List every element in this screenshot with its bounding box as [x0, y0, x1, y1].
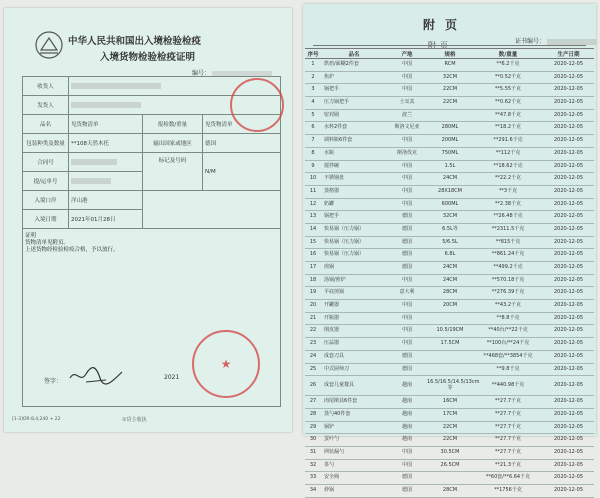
- form-code: [1-3]OR-8,4,240 + 22: [12, 417, 61, 422]
- table-row: [305, 274, 594, 287]
- cell-origin: 中国: [387, 198, 427, 211]
- table-row: [305, 262, 594, 275]
- remarks-line-1: 货物清单见附页。: [25, 240, 70, 246]
- cell-index: 23: [305, 338, 321, 351]
- cell-spec: 24CM: [427, 262, 473, 275]
- cell-quantity: **27.7千克: [473, 421, 543, 434]
- cell-origin: 越南: [387, 376, 427, 396]
- quantity-label: 报检数/重量: [143, 115, 203, 134]
- cell-origin: 斯洛伐克: [387, 147, 427, 160]
- cell-name: 开罐器: [321, 300, 387, 313]
- table-row: [305, 185, 594, 198]
- cell-spec: 16CM: [427, 396, 473, 409]
- cell-name: 煎锅: [321, 262, 387, 275]
- origin-label: 输出国家或地区: [143, 134, 203, 153]
- cell-index: 33: [305, 472, 321, 485]
- cell-spec: 22CM: [427, 421, 473, 434]
- cell-quantity: **499.2千克: [473, 262, 543, 275]
- cell-name: 开瓶器: [321, 312, 387, 325]
- table-row: [305, 223, 594, 236]
- cell-name: 蛋叶勺: [321, 434, 387, 447]
- cell-name: 水杯2件套: [321, 122, 387, 135]
- cell-quantity: **815千克: [473, 236, 543, 249]
- cell-date: 2020-12-05: [543, 135, 594, 148]
- col-date: 生产日期: [543, 49, 594, 59]
- cell-spec: 32CM: [427, 211, 473, 224]
- cell-index: 10: [305, 173, 321, 186]
- cell-index: 8: [305, 147, 321, 160]
- col-quantity: 数/重量: [473, 49, 543, 59]
- cell-spec: 10.5/19CM: [427, 325, 473, 338]
- table-row: [305, 376, 594, 396]
- col-name: 品名: [321, 49, 387, 59]
- table-row: [23, 153, 281, 172]
- table-row: [305, 446, 594, 459]
- cell-index: 29: [305, 421, 321, 434]
- cell-name: 锅把手: [321, 84, 387, 97]
- cell-quantity: **2311.5千克: [473, 223, 543, 236]
- mark-label: 标记及号码: [143, 153, 203, 191]
- cell-spec: 24CM: [427, 274, 473, 287]
- cell-date: 2020-12-05: [543, 236, 594, 249]
- cell-origin: 德国: [387, 223, 427, 236]
- col-spec: 规格: [427, 49, 473, 59]
- cell-index: 12: [305, 198, 321, 211]
- certificate-authority-title: 中华人民共和国出入境检验检疫: [68, 36, 202, 47]
- cell-name: 成套儿童餐具: [321, 376, 387, 396]
- cell-name: 平底煎锅: [321, 287, 387, 300]
- cell-quantity: **861.24千克: [473, 249, 543, 262]
- consignee-label: 收货人: [23, 77, 69, 96]
- cell-spec: 28CM: [427, 485, 473, 498]
- table-row: [305, 485, 594, 498]
- cell-date: 2020-12-05: [543, 223, 594, 236]
- cell-spec: [427, 472, 473, 485]
- cell-quantity: **6.2千克: [473, 59, 543, 72]
- cell-quantity: **440.98千克: [473, 376, 543, 396]
- table-row: [305, 147, 594, 160]
- cell-spec: 6.5L等: [427, 223, 473, 236]
- cell-date: 2020-12-05: [543, 71, 594, 84]
- cell-origin: 德国: [387, 236, 427, 249]
- cell-date: 2020-12-05: [543, 434, 594, 447]
- ciq-emblem-icon: [34, 30, 64, 60]
- cell-quantity: **1756千克: [473, 485, 543, 498]
- mark-value: N/M: [203, 153, 281, 191]
- cell-date: 2020-12-05: [543, 408, 594, 421]
- table-row: [23, 134, 281, 153]
- cell-origin: 中国: [387, 135, 427, 148]
- table-row: [305, 287, 594, 300]
- official-seal-bottom: [192, 330, 260, 398]
- cell-name: 焦炉: [321, 71, 387, 84]
- cell-spec: 6.8L: [427, 249, 473, 262]
- redacted-number: [547, 39, 597, 45]
- cell-quantity: **21.3千克: [473, 459, 543, 472]
- official-seal-top: [230, 78, 284, 132]
- cell-name: 汤锅/煎炉: [321, 274, 387, 287]
- cell-date: 2020-12-05: [543, 173, 594, 186]
- cell-origin: 中国: [387, 59, 427, 72]
- cell-origin: 中国: [387, 446, 427, 459]
- cell-quantity: **27.7千克: [473, 434, 543, 447]
- cell-date: 2020-12-05: [543, 59, 594, 72]
- consignor-label: 发货人: [23, 96, 69, 115]
- cell-index: 31: [305, 446, 321, 459]
- cell-date: 2020-12-05: [543, 350, 594, 363]
- certificate-number: 编号：: [192, 68, 272, 77]
- cell-index: 1: [305, 59, 321, 72]
- cell-name: 烘焙/面糊2件套: [321, 59, 387, 72]
- cell-date: 2020-12-05: [543, 338, 594, 351]
- cell-date: 2020-12-05: [543, 446, 594, 459]
- cell-index: 34: [305, 485, 321, 498]
- cell-quantity: **40台/**22千克: [473, 325, 543, 338]
- cell-date: 2020-12-05: [543, 211, 594, 224]
- cell-index: 14: [305, 223, 321, 236]
- cell-quantity: **47.8千克: [473, 109, 543, 122]
- copy-note: ①货主收执: [122, 417, 147, 423]
- col-origin: 产地: [387, 49, 427, 59]
- cell-origin: 中国: [387, 325, 427, 338]
- table-header-row: [305, 49, 594, 59]
- cell-date: 2020-12-05: [543, 84, 594, 97]
- cell-origin: 中国: [387, 312, 427, 325]
- cell-origin: 中国: [387, 160, 427, 173]
- table-row: [305, 198, 594, 211]
- goods-name-value: 见货物清单: [69, 115, 143, 134]
- cell-name: 不锈钢盘: [321, 173, 387, 186]
- table-row: [305, 312, 594, 325]
- cell-spec: 22CM: [427, 84, 473, 97]
- cell-origin: 德国: [387, 485, 427, 498]
- cell-spec: [427, 109, 473, 122]
- cell-name: 锅把手: [321, 211, 387, 224]
- appendix-title: 附页: [423, 18, 468, 32]
- inspection-certificate: [4, 8, 292, 432]
- cell-origin: 中国: [387, 338, 427, 351]
- cell-name: 压力锅把手: [321, 97, 387, 110]
- table-row: [305, 350, 594, 363]
- cell-index: 30: [305, 434, 321, 447]
- goods-name-label: 品名: [23, 115, 69, 134]
- cell-index: 32: [305, 459, 321, 472]
- table-row: [23, 191, 281, 210]
- cell-name: 炒锅: [321, 485, 387, 498]
- cell-quantity: **26.48千克: [473, 211, 543, 224]
- cell-name: 调料瓶6件套: [321, 135, 387, 148]
- remarks-line-2: 上述货物经检验检疫合格，予以放行。: [25, 247, 119, 253]
- cell-date: 2020-12-05: [543, 300, 594, 313]
- cell-origin: 中国: [387, 185, 427, 198]
- cell-index: 7: [305, 135, 321, 148]
- cell-name: 快易锅（压力锅）: [321, 249, 387, 262]
- entry-port-value: 洋山港: [69, 191, 143, 210]
- table-row: [305, 421, 594, 434]
- cell-index: 20: [305, 300, 321, 313]
- cell-name: 奶罐: [321, 198, 387, 211]
- cell-date: 2020-12-05: [543, 185, 594, 198]
- certificate-title: 入境货物检验检疫证明: [100, 52, 196, 63]
- cell-date: 2020-12-05: [543, 421, 594, 434]
- cell-quantity: **27.7千克: [473, 396, 543, 409]
- cell-quantity: **27.7千克: [473, 408, 543, 421]
- table-row: [305, 363, 594, 376]
- cell-spec: 1.5L: [427, 160, 473, 173]
- cell-name: 中式厨师刀: [321, 363, 387, 376]
- cell-date: 2020-12-05: [543, 109, 594, 122]
- cell-spec: RCM: [427, 59, 473, 72]
- cell-origin: 中国: [387, 300, 427, 313]
- cell-index: 2: [305, 71, 321, 84]
- cell-index: 28: [305, 408, 321, 421]
- cell-name: 网状漏勺: [321, 446, 387, 459]
- cell-spec: 17CM: [427, 408, 473, 421]
- cell-origin: 斯洛文尼亚: [387, 122, 427, 135]
- cell-index: 9: [305, 160, 321, 173]
- cell-index: 25: [305, 363, 321, 376]
- table-row: [305, 396, 594, 409]
- table-row: [305, 97, 594, 110]
- handwritten-signature: [66, 362, 126, 388]
- table-row: [305, 59, 594, 72]
- goods-list-table: [305, 48, 594, 498]
- cell-spec: 200ML: [427, 135, 473, 148]
- table-row: [305, 249, 594, 262]
- cell-index: 5: [305, 109, 321, 122]
- cell-spec: 28CM: [427, 287, 473, 300]
- table-row: [305, 135, 594, 148]
- cell-spec: 17.5CM: [427, 338, 473, 351]
- cell-spec: 22CM: [427, 97, 473, 110]
- cell-date: 2020-12-05: [543, 472, 594, 485]
- cell-quantity: **27.7千克: [473, 446, 543, 459]
- empty-cell: [143, 191, 281, 229]
- cell-date: 2020-12-05: [543, 97, 594, 110]
- cell-spec: 20CM: [427, 300, 473, 313]
- table-row: [305, 84, 594, 97]
- cell-spec: 26.5CM: [427, 459, 473, 472]
- appendix-subtitle: 附页: [428, 41, 452, 50]
- cell-origin: 中国: [387, 71, 427, 84]
- cell-date: 2020-12-05: [543, 160, 594, 173]
- cell-spec: 280ML: [427, 122, 473, 135]
- package-value: **108天然木托: [69, 134, 143, 153]
- table-row: [305, 338, 594, 351]
- cell-date: 2020-12-05: [543, 459, 594, 472]
- cell-date: 2020-12-05: [543, 396, 594, 409]
- cell-quantity: **276.39千克: [473, 287, 543, 300]
- cell-date: 2020-12-05: [543, 249, 594, 262]
- quantity-value: 见货物清单: [203, 115, 281, 134]
- entry-date-value: 2021年01月28日: [69, 210, 143, 229]
- table-row: [305, 71, 594, 84]
- cell-spec: 16.5/16.5/14.5/13cm等: [427, 376, 473, 396]
- cell-spec: 28X18CM: [427, 185, 473, 198]
- cell-spec: 600ML: [427, 198, 473, 211]
- cell-date: 2020-12-05: [543, 122, 594, 135]
- cell-origin: 越南: [387, 434, 427, 447]
- cell-name: 成套刀具: [321, 350, 387, 363]
- entry-date-label: 入境日期: [23, 210, 69, 229]
- cell-date: 2020-12-05: [543, 287, 594, 300]
- package-label: 包装种类及数量: [23, 134, 69, 153]
- cell-index: 15: [305, 236, 321, 249]
- cell-index: 22: [305, 325, 321, 338]
- cell-name: 水瓶: [321, 147, 387, 160]
- table-row: [305, 300, 594, 313]
- cell-date: 2020-12-05: [543, 274, 594, 287]
- table-row: [305, 236, 594, 249]
- table-row: [305, 472, 594, 485]
- cell-index: 16: [305, 249, 321, 262]
- cell-quantity: **18.2千克: [473, 122, 543, 135]
- entry-port-label: 入境口岸: [23, 191, 69, 210]
- cell-quantity: **9.8千克: [473, 363, 543, 376]
- cell-origin: 德国: [387, 363, 427, 376]
- contract-label: 合同号: [23, 153, 69, 172]
- cell-name: 安全阀: [321, 472, 387, 485]
- origin-value: 德国: [203, 134, 281, 153]
- cell-quantity: **60套/**6.64千克: [473, 472, 543, 485]
- table-row: [305, 211, 594, 224]
- cell-origin: 中国: [387, 459, 427, 472]
- cell-date: 2020-12-05: [543, 147, 594, 160]
- bl-label: 提/运单号: [23, 172, 69, 191]
- cell-origin: 越南: [387, 421, 427, 434]
- cell-origin: 土耳其: [387, 97, 427, 110]
- cell-quantity: **2.38千克: [473, 198, 543, 211]
- cell-origin: 德国: [387, 472, 427, 485]
- cell-index: 27: [305, 396, 321, 409]
- cell-date: 2020-12-05: [543, 485, 594, 498]
- cell-spec: [427, 312, 473, 325]
- cell-name: 快易锅（压力锅）: [321, 223, 387, 236]
- cell-spec: 32CM: [427, 71, 473, 84]
- cell-spec: 30.5CM: [427, 446, 473, 459]
- cell-origin: 德国: [387, 262, 427, 275]
- cell-spec: 22CM: [427, 434, 473, 447]
- cell-index: 17: [305, 262, 321, 275]
- contract-value: [69, 153, 143, 172]
- cell-name: 锅铲: [321, 421, 387, 434]
- col-index: 序号: [305, 49, 321, 59]
- cell-index: 18: [305, 274, 321, 287]
- table-row: [305, 122, 594, 135]
- cell-origin: 中国: [387, 274, 427, 287]
- cell-origin: 波兰: [387, 109, 427, 122]
- cell-quantity: **0.62千克: [473, 97, 543, 110]
- cell-date: 2020-12-05: [543, 325, 594, 338]
- cell-index: 21: [305, 312, 321, 325]
- cell-origin: 德国: [387, 249, 427, 262]
- cell-date: 2020-12-05: [543, 376, 594, 396]
- signature-date: 2021: [164, 374, 180, 381]
- cell-spec: 750ML: [427, 147, 473, 160]
- cell-name: 茶勺: [321, 459, 387, 472]
- cell-index: 3: [305, 84, 321, 97]
- cell-name: 搅拌碗: [321, 160, 387, 173]
- cell-index: 4: [305, 97, 321, 110]
- table-row: [305, 408, 594, 421]
- table-row: [305, 325, 594, 338]
- table-row: [305, 459, 594, 472]
- cell-quantity: **22.2千克: [473, 173, 543, 186]
- cell-spec: 24CM: [427, 173, 473, 186]
- cell-origin: 意大利: [387, 287, 427, 300]
- cell-spec: 5/6.5L: [427, 236, 473, 249]
- signature-label: 签字：: [44, 378, 63, 385]
- cell-origin: 中国: [387, 173, 427, 186]
- appendix-page: [303, 4, 596, 494]
- cell-origin: 越南: [387, 408, 427, 421]
- cell-quantity: **291.6千克: [473, 135, 543, 148]
- cell-quantity: **0.52千克: [473, 71, 543, 84]
- table-row: [305, 173, 594, 186]
- cell-spec: [427, 350, 473, 363]
- cell-quantity: **3千克: [473, 185, 543, 198]
- cell-origin: 中国: [387, 84, 427, 97]
- cell-date: 2020-12-05: [543, 262, 594, 275]
- cell-date: 2020-12-05: [543, 312, 594, 325]
- cell-quantity: **18.62千克: [473, 160, 543, 173]
- cell-index: 13: [305, 211, 321, 224]
- cell-quantity: **570.18千克: [473, 274, 543, 287]
- table-row: [305, 109, 594, 122]
- cell-index: 19: [305, 287, 321, 300]
- cell-quantity: **100台/**24千克: [473, 338, 543, 351]
- cell-name: 快易锅（压力锅）: [321, 236, 387, 249]
- cell-name: 蒸勺40件套: [321, 408, 387, 421]
- remarks-label: 证明: [25, 233, 37, 239]
- cell-name: 削皮器: [321, 325, 387, 338]
- table-row: [305, 160, 594, 173]
- cell-quantity: **5.55千克: [473, 84, 543, 97]
- cell-name: 压蒜器: [321, 338, 387, 351]
- cell-index: 24: [305, 350, 321, 363]
- appendix-cert-number: 证书编号：: [515, 36, 597, 45]
- cell-index: 6: [305, 122, 321, 135]
- bl-value: [69, 172, 143, 191]
- divider: [313, 45, 586, 46]
- cell-quantity: **468套/**3854千克: [473, 350, 543, 363]
- cell-date: 2020-12-05: [543, 198, 594, 211]
- table-row: [305, 434, 594, 447]
- cell-index: 26: [305, 376, 321, 396]
- cell-name: 密封圈: [321, 109, 387, 122]
- cell-quantity: **43.2千克: [473, 300, 543, 313]
- cell-quantity: **8.8千克: [473, 312, 543, 325]
- cell-origin: 越南: [387, 396, 427, 409]
- cell-origin: 德国: [387, 350, 427, 363]
- cell-name: 肉尾斯其6件套: [321, 396, 387, 409]
- cell-name: 蒸格器: [321, 185, 387, 198]
- cell-spec: [427, 363, 473, 376]
- cell-origin: 德国: [387, 211, 427, 224]
- star-icon: ★: [220, 357, 232, 371]
- cell-index: 11: [305, 185, 321, 198]
- cell-quantity: **112千克: [473, 147, 543, 160]
- cell-date: 2020-12-05: [543, 363, 594, 376]
